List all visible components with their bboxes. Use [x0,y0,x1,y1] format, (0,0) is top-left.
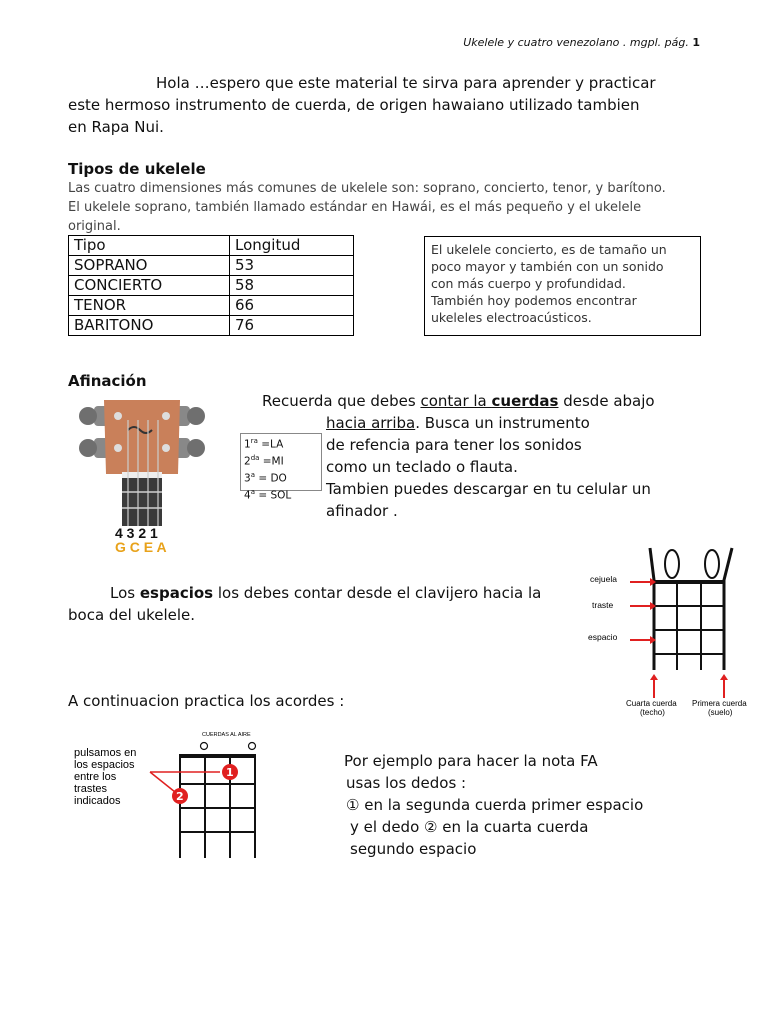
table-row: SOPRANO 53 [69,256,354,276]
tuning-item: $3^a$ = DO [244,471,287,485]
tipos-description: Las cuatro dimensiones más comunes de ukelele son: soprano, concierto, tenor, y barítono. El ukelele soprano, también llamado estándar en Hawái, es el más pequeño y el ukelele original. [68,181,666,234]
label-cejuela: cejuela [590,574,617,584]
svg-text:los espacios: los espacios [74,759,135,771]
tuner-peg [79,439,97,457]
string-numbers: 4 3 2 1 [115,525,158,541]
label-techo: (techo) [640,708,665,717]
label-cuerdas-al-aire: CUERDAS AL AIRE [202,732,251,738]
afinacion-paragraph: Recuerda que debes contar la cuerdas desde abajo hacia arriba. Busca un instrumento de refencia para tener los sonidos como un teclado o flauta. Tambien puedes descargar en tu celular un afinador . [262,392,655,520]
tipos-heading: Tipos de ukelele [68,160,206,178]
tuning-item: $2^{da} =MI$ [244,454,284,468]
acordes-heading: A continuacion practica los acordes : [68,692,345,710]
tuner-peg [79,407,97,425]
table-row: TENOR 66 [69,296,354,316]
afinacion-heading: Afinación [68,372,147,390]
svg-text:trastes: trastes [74,783,108,795]
svg-text:2: 2 [176,790,184,803]
tuning-item: $1^{ra} =LA$ [244,437,284,451]
ukulele-headstock-illustration [78,400,206,556]
headstock-wood [104,400,180,474]
page-header: Ukelele y cuatro venezolano . mgpl. pág. 1 [463,36,700,49]
table-header-row: Tipo Longitud [69,236,354,256]
tuner-peg [187,407,205,425]
label-espacio: espacio [588,632,618,642]
tuning-item: $4^a$ = SOL [244,488,292,502]
svg-text:pulsamos en: pulsamos en [74,747,137,759]
svg-text:indicados: indicados [74,795,121,807]
string-notes: G C E A [115,539,167,555]
label-suelo: (suelo) [708,708,733,717]
concierto-info-box: El ukelele concierto, es de tamaño un poco mayor y también con un sonido con más cuerpo y profundidad. También hoy podemos encontrar ukeleles electroacústicos. [424,236,701,336]
label-primera-cuerda: Primera cuerda [692,699,747,708]
table-row: CONCIERTO 58 [69,276,354,296]
ejemplo-paragraph: Por ejemplo para hacer la nota FA usas los dedos : ① en la segunda cuerda primer espacio y el dedo ② en la cuarta cuerda segundo espacio [344,752,644,858]
label-cuarta-cuerda: Cuarta cuerda [626,699,677,708]
intro-paragraph: Hola …espero que este material te sirva para aprender y practicar este hermoso instrumento de cuerda, de origen hawaiano utilizado tambien en Rapa Nui. [68,74,656,136]
ukelele-types-table [68,235,354,336]
chord-diagram-fa [74,726,270,862]
fretboard-diagram [584,540,760,722]
espacios-paragraph: Los espacios los debes contar desde el clavijero hacia la boca del ukelele. [68,584,542,624]
svg-text:entre los: entre los [74,771,117,783]
svg-text:1: 1 [226,766,234,779]
table-row: BARITONO 76 [69,316,354,336]
label-traste: traste [592,600,614,610]
tuner-peg [187,439,205,457]
